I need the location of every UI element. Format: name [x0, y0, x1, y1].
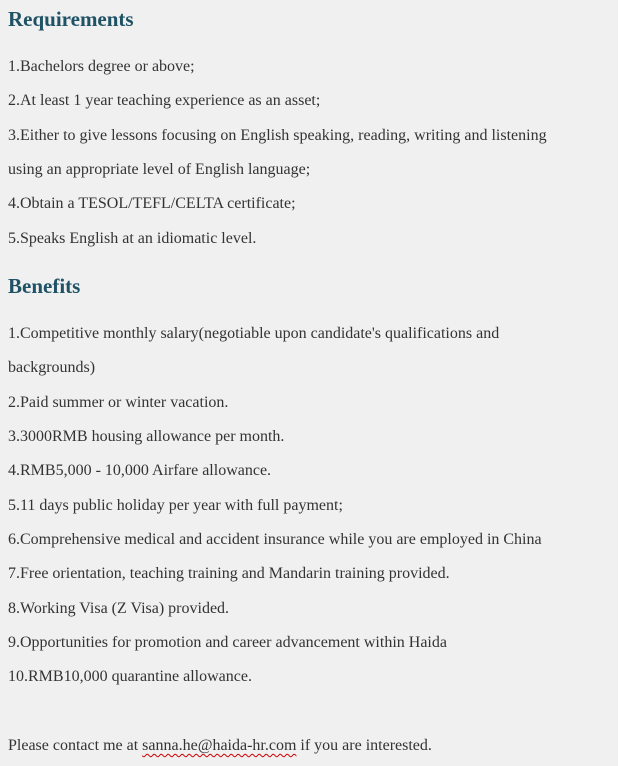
requirement-item: 2.At least 1 year teaching experience as an asset;	[8, 92, 321, 109]
benefit-item: 6.Comprehensive medical and accident insurance while you are employed in China	[8, 531, 542, 548]
requirement-item-continuation: using an appropriate level of English language;	[8, 161, 311, 178]
benefit-item: 8.Working Visa (Z Visa) provided.	[8, 600, 230, 617]
requirement-item: 3.Either to give lessons focusing on English speaking, reading, writing and listening	[8, 127, 547, 144]
benefit-item: 1.Competitive monthly salary(negotiable upon candidate's qualifications and	[8, 325, 500, 342]
benefit-item: 5.11 days public holiday per year with full payment;	[8, 497, 343, 514]
benefit-item: 4.RMB5,000 - 10,000 Airfare allowance.	[8, 462, 272, 479]
contact-suffix: if you are interested.	[296, 737, 432, 754]
benefit-item: 10.RMB10,000 quarantine allowance.	[8, 668, 252, 685]
benefit-item: 2.Paid summer or winter vacation.	[8, 394, 229, 411]
requirements-heading: Requirements	[8, 7, 134, 31]
benefit-item: 7.Free orientation, teaching training and Mandarin training provided.	[8, 565, 450, 582]
requirement-item: 1.Bachelors degree or above;	[8, 58, 195, 75]
requirement-item: 4.Obtain a TESOL/TEFL/CELTA certificate;	[8, 195, 296, 212]
benefit-item: 9.Opportunities for promotion and career advancement within Haida	[8, 634, 447, 651]
contact-email-link[interactable]: sanna.he@haida-hr.com	[142, 737, 297, 754]
requirement-item: 5.Speaks English at an idiomatic level.	[8, 230, 257, 247]
benefit-item-continuation: backgrounds)	[8, 359, 96, 376]
benefits-heading: Benefits	[8, 274, 81, 298]
benefit-item: 3.3000RMB housing allowance per month.	[8, 428, 285, 445]
contact-line	[8, 736, 432, 756]
contact-prefix: Please contact me at	[8, 737, 143, 754]
